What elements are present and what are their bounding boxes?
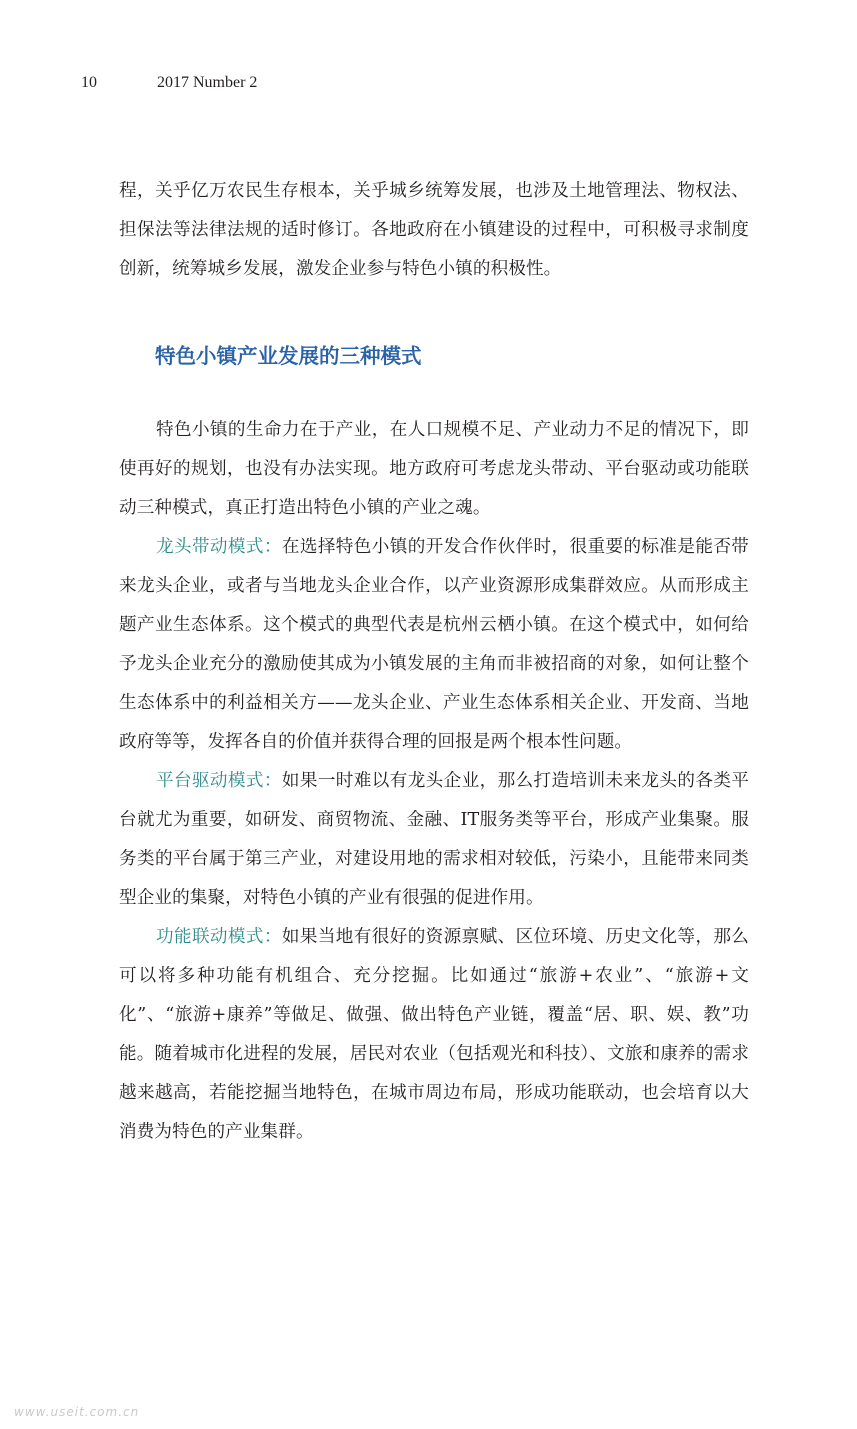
issue-label: 2017 Number 2: [157, 74, 258, 91]
mode-paragraph-platform: [119, 762, 749, 918]
mode-lead-label: 龙头带动模式：: [156, 537, 282, 557]
section-title: 特色小镇产业发展的三种模式: [155, 344, 422, 368]
article-body: [119, 172, 749, 1152]
mode-body-text: 如果当地有很好的资源禀赋、区位环境、历史文化等，那么可以将多种功能有机组合、充分挖掘。比如通过“旅游+农业”、“旅游+文化”、“旅游+康养”等做足、做强、做出特色产业链，覆盖“居、职、娱、教”功能。随着城市化进程的发展，居民对农业（包括观光和科技）、文旅和康养的需求越来越高，若能挖掘当地特色，在城市周边布局，形成功能联动，也会培育以大消费为特色的产业集群。: [119, 927, 750, 1142]
intro-paragraph: 程，关乎亿万农民生存根本，关乎城乡统筹发展，也涉及土地管理法、物权法、担保法等法律法规的适时修订。各地政府在小镇建设的过程中，可积极寻求制度创新，统筹城乡发展，激发企业参与特色小镇的积极性。: [119, 181, 749, 279]
mode-paragraph-function: [119, 918, 749, 1152]
running-header: [81, 74, 257, 92]
mode-lead-label: 平台驱动模式：: [156, 771, 282, 791]
page-number: 10: [81, 74, 97, 91]
section-opening-paragraph: 特色小镇的生命力在于产业，在人口规模不足、产业动力不足的情况下，即使再好的规划，也没有办法实现。地方政府可考虑龙头带动、平台驱动或功能联动三种模式，真正打造出特色小镇的产业之魂。: [119, 420, 749, 518]
mode-paragraph-leader: [119, 528, 749, 762]
mode-lead-label: 功能联动模式：: [156, 927, 282, 947]
watermark: www.useit.com.cn: [14, 1405, 140, 1419]
mode-body-text: 如果一时难以有龙头企业，那么打造培训未来龙头的各类平台就尤为重要，如研发、商贸物流、金融、IT服务类等平台，形成产业集聚。服务类的平台属于第三产业，对建设用地的需求相对较低，污染小，且能带来同类型企业的集聚，对特色小镇的产业有很强的促进作用。: [119, 771, 750, 908]
mode-body-text: 在选择特色小镇的开发合作伙伴时，很重要的标准是能否带来龙头企业，或者与当地龙头企业合作，以产业资源形成集群效应。从而形成主题产业生态体系。这个模式的典型代表是杭州云栖小镇。在这个模式中，如何给予龙头企业充分的激励使其成为小镇发展的主角而非被招商的对象，如何让整个生态体系中的利益相关方——龙头企业、产业生态体系相关企业、开发商、当地政府等等，发挥各自的价值并获得合理的回报是两个根本性问题。: [119, 537, 750, 752]
